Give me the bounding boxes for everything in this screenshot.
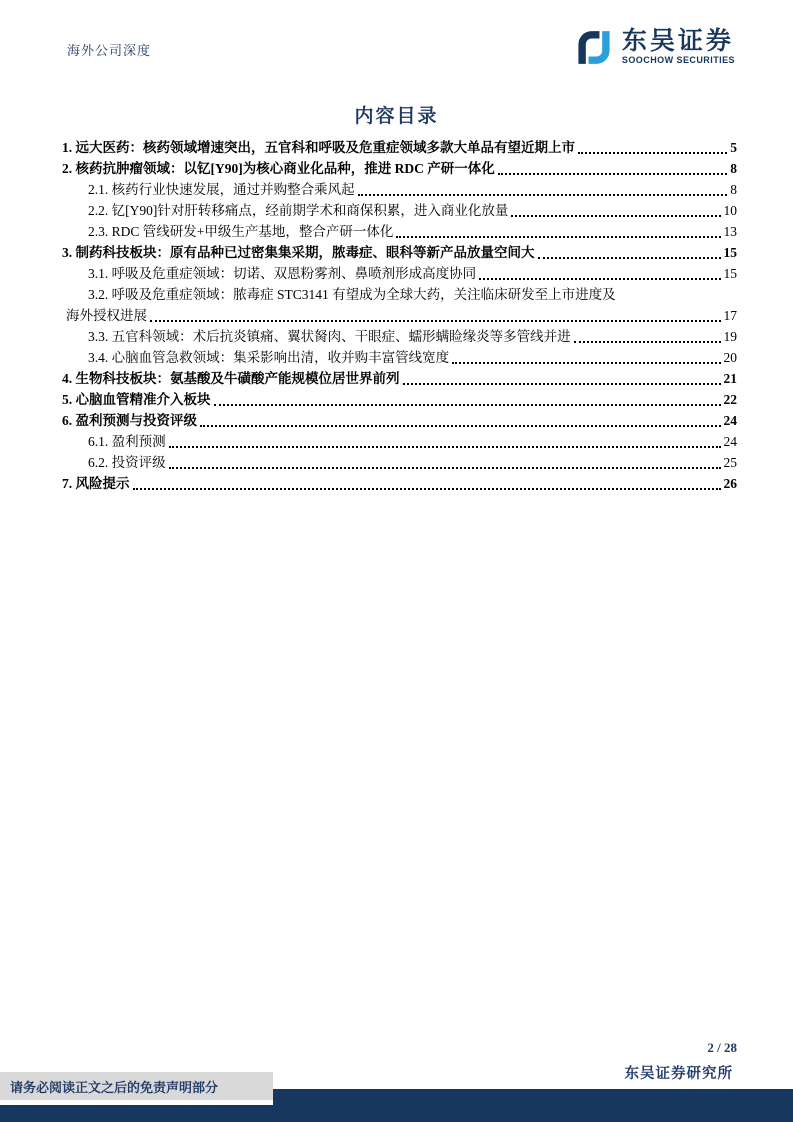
soochow-logo (574, 28, 735, 67)
toc-leader-dots (169, 446, 721, 448)
toc-page-number: 5 (730, 140, 737, 155)
toc-item[interactable] (62, 431, 737, 452)
toc-page-number: 8 (730, 182, 737, 197)
toc-list (62, 137, 737, 494)
toc-leader-dots (538, 257, 721, 259)
page-number: 2 / 28 (707, 1040, 737, 1055)
toc-item-label: 2. 核药抗肿瘤领域：以钇[Y90]为核心商业化品种，推进 RDC 产研一体化 (62, 161, 495, 176)
toc-page-number: 22 (723, 392, 737, 407)
toc-item-label: 海外授权进展 (66, 308, 147, 323)
footer-institute: 东吴证券研究所 (624, 1066, 733, 1082)
toc-page-number: 15 (723, 266, 737, 281)
toc-leader-dots (200, 425, 721, 427)
page-title: 内容目录 (354, 106, 439, 127)
toc-item-label: 3.2. 呼吸及危重症领域：脓毒症 STC3141 有望成为全球大药，关注临床研发至上市进度及 (88, 287, 616, 302)
toc-item[interactable] (62, 221, 737, 242)
toc-item[interactable] (62, 284, 737, 305)
footer-bar-full (0, 1105, 793, 1122)
toc-page-number: 8 (730, 161, 737, 176)
toc-leader-dots (574, 341, 721, 343)
toc-item[interactable] (62, 242, 737, 263)
toc-item-label: 2.2. 钇[Y90]针对肝转移痛点，经前期学术和商保积累，进入商业化放量 (88, 203, 509, 218)
toc-page-number: 19 (723, 329, 737, 344)
toc-item[interactable] (62, 452, 737, 473)
toc-page-number: 17 (723, 308, 737, 323)
toc-leader-dots (133, 488, 721, 490)
soochow-logo-text (622, 28, 735, 66)
toc-item[interactable] (62, 326, 737, 347)
toc-item[interactable] (62, 473, 737, 494)
toc-item[interactable] (62, 368, 737, 389)
toc-page-number: 10 (723, 203, 737, 218)
toc-item-label: 2.1. 核药行业快速发展，通过并购整合乘风起 (88, 182, 355, 197)
toc-item[interactable] (62, 347, 737, 368)
toc-item-label: 3. 制药科技板块：原有品种已过密集集采期，脓毒症、眼科等新产品放量空间大 (62, 245, 535, 260)
soochow-logo-icon (574, 28, 614, 67)
toc-item[interactable] (62, 200, 737, 221)
toc-item[interactable] (62, 179, 737, 200)
toc-item-label: 2.3. RDC 管线研发+甲级生产基地，整合产研一体化 (88, 224, 394, 239)
toc-item[interactable] (62, 305, 737, 326)
toc-item-label: 1. 远大医药：核药领域增速突出，五官科和呼吸及危重症领域多款大单品有望近期上市 (62, 140, 575, 155)
toc-page-number: 15 (723, 245, 737, 260)
toc-leader-dots (403, 383, 721, 385)
toc-page-number: 24 (723, 413, 737, 428)
toc-page-number: 25 (723, 455, 737, 470)
logo-name-cn: 东吴证券 (621, 28, 734, 55)
toc-page-number: 13 (723, 224, 737, 239)
footer-disclaimer-box (0, 1072, 273, 1100)
toc-page-number: 26 (723, 476, 737, 491)
toc-leader-dots (396, 236, 720, 238)
toc-page-number: 24 (723, 434, 737, 449)
toc-item-label: 6. 盈利预测与投资评级 (62, 413, 197, 428)
toc-leader-dots (498, 173, 728, 175)
toc-leader-dots (479, 278, 720, 280)
toc-leader-dots (358, 194, 728, 196)
toc-item-label: 6.1. 盈利预测 (88, 434, 166, 449)
toc-leader-dots (511, 215, 720, 217)
toc-leader-dots (169, 467, 721, 469)
toc-item-label: 6.2. 投资评级 (88, 455, 166, 470)
toc-leader-dots (452, 362, 720, 364)
toc-item-label: 7. 风险提示 (62, 476, 130, 491)
toc-item-label: 3.1. 呼吸及危重症领域：切诺、双恩粉雾剂、鼻喷剂形成高度协同 (88, 266, 477, 281)
toc-item-label: 3.4. 心脑血管急救领域：集采影响出清，收并购丰富管线宽度 (88, 350, 450, 365)
toc-leader-dots (578, 152, 727, 154)
toc-item[interactable] (62, 158, 737, 179)
toc-page-number: 20 (723, 350, 737, 365)
toc-page-number: 21 (723, 371, 737, 386)
toc-item[interactable] (62, 137, 737, 158)
toc-item-label: 5. 心脑血管精准介入板块 (62, 392, 211, 407)
toc-item-label: 3.3. 五官科领域：术后抗炎镇痛、翼状胬肉、干眼症、蠕形螨睑缘炎等多管线并进 (88, 329, 571, 344)
toc-item[interactable] (62, 389, 737, 410)
toc-leader-dots (214, 404, 721, 406)
report-category-label: 海外公司深度 (67, 43, 152, 58)
toc-leader-dots (150, 320, 721, 322)
footer-disclaimer: 请务必阅读正文之后的免责声明部分 (10, 1079, 219, 1095)
toc-item[interactable] (62, 263, 737, 284)
logo-name-en: SOOCHOW SECURITIES (621, 55, 735, 65)
toc-item-label: 4. 生物科技板块：氨基酸及牛磺酸产能规模位居世界前列 (62, 371, 400, 386)
toc-item[interactable] (62, 410, 737, 431)
